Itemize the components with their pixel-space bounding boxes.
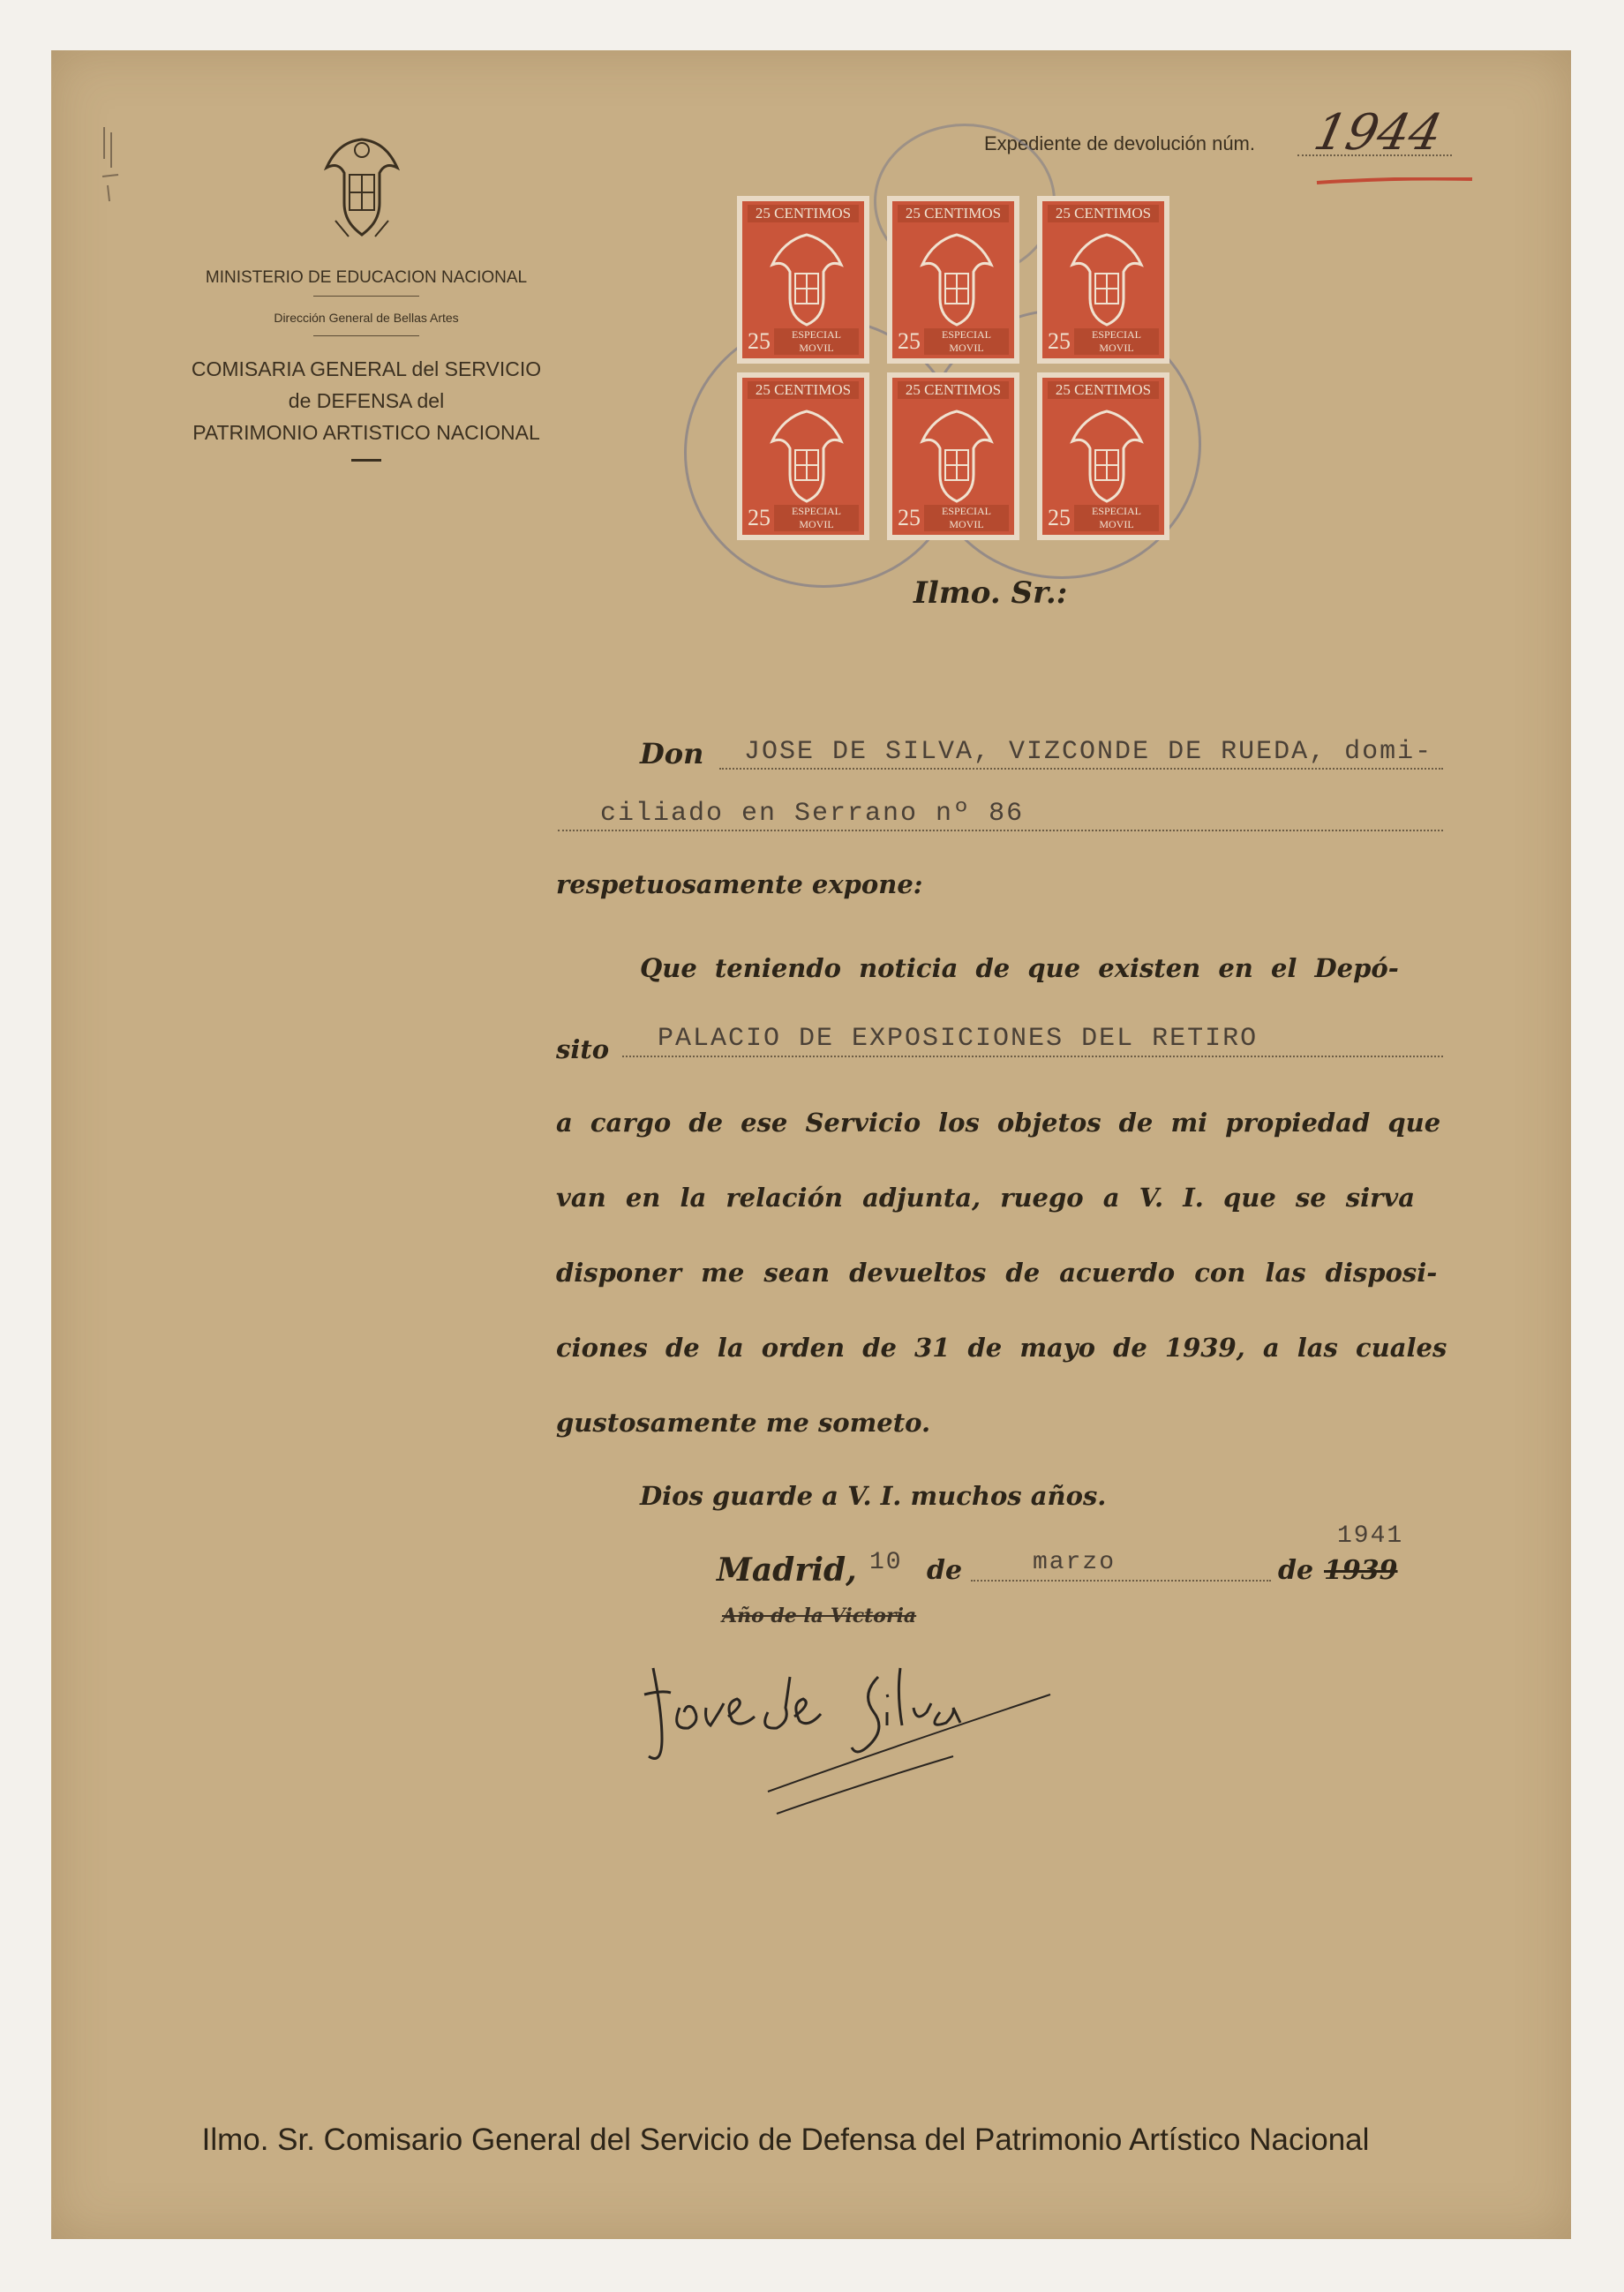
date-month: marzo [1033,1549,1116,1576]
divider [313,335,419,336]
expone-line: respetuosamente expone: [556,869,923,899]
closing-line: Dios guarde a V. I. muchos años. [640,1481,1107,1511]
stamp-value: 25 [1048,328,1071,354]
direction-name: Dirección General de Bellas Artes [274,311,459,325]
tax-stamp [737,372,869,540]
signature [635,1659,1059,1827]
stamp-top-text: 25 CENTIMOS [898,381,1009,399]
commissariat-line-3: PATRIMONIO ARTISTICO NACIONAL [192,421,540,444]
ministry-name: MINISTERIO DE EDUCACION NACIONAL [205,268,528,287]
file-number: 1944 [1309,104,1447,162]
divider [313,296,419,297]
eagle-emblem-icon [917,229,996,327]
divider [351,459,381,462]
tax-stamp [737,196,869,364]
institution-header [159,265,574,459]
date-de: de [1278,1555,1314,1586]
tax-stamp [887,372,1019,540]
letter-line: a cargo de ese Servicio los objetos de mi propiedad que [556,1108,1441,1138]
printed-year: 1939 [1324,1555,1398,1586]
stamp-value: 25 [898,328,921,354]
commissariat-line-1: COMISARIA GENERAL del SERVICIO [191,357,542,380]
eagle-emblem-icon [1067,229,1147,327]
coat-of-arms-icon [318,132,406,243]
stamp-value: 25 [898,505,921,530]
letter-line: ciones de la orden de 31 de mayo de 1939, a las cuales [556,1333,1447,1363]
dotted-line [719,768,1443,770]
typed-year: 1941 [1337,1522,1404,1550]
date-city: Madrid, [717,1552,857,1589]
stamp-bottom-text: ESPECIAL MOVIL [924,505,1009,531]
deposit-name: PALACIO DE EXPOSICIONES DEL RETIRO [658,1024,1259,1054]
salutation: Ilmo. Sr.: [914,575,1068,611]
dotted-line [971,1580,1271,1582]
stamp-value: 25 [748,505,771,530]
red-pencil-underline [1315,173,1474,178]
footer-addressee: Ilmo. Sr. Comisario General del Servicio de Defensa del Patrimonio Artístico Nacional [201,2123,1370,2157]
stamp-bottom-text: ESPECIAL MOVIL [774,328,859,355]
applicant-name: JOSE DE SILVA, VIZCONDE DE RUEDA, domi- [744,737,1433,767]
stamp-top-text: 25 CENTIMOS [748,381,859,399]
sito-label: sito [556,1034,610,1064]
eagle-emblem-icon [1067,406,1147,503]
commissariat-line-2: de DEFENSA del [288,389,445,412]
stamp-bottom-text: ESPECIAL MOVIL [1074,328,1159,355]
tax-stamp [1037,372,1169,540]
stamp-top-text: 25 CENTIMOS [898,205,1009,222]
eagle-emblem-icon [767,229,846,327]
stamp-top-text: 25 CENTIMOS [1048,381,1159,399]
stamp-top-text: 25 CENTIMOS [1048,205,1159,222]
dotted-line [622,1056,1443,1057]
stamp-bottom-text: ESPECIAL MOVIL [1074,505,1159,531]
stamp-value: 25 [748,328,771,354]
struck-era-text: Año de la Victoria [722,1604,917,1627]
file-number-label: Expediente de devolución núm. [984,132,1255,154]
letter-line: van en la relación adjunta, ruego a V. I. que se sirva [556,1183,1416,1213]
letter-line: Que teniendo noticia de que existen en el Depó- [640,953,1399,983]
dotted-line [558,830,1443,831]
don-label: Don [640,737,704,770]
letter-line: gustosamente me someto. [556,1408,931,1438]
date-day: 10 [869,1549,903,1576]
stamp-top-text: 25 CENTIMOS [748,205,859,222]
tax-stamp [887,196,1019,364]
stamp-bottom-text: ESPECIAL MOVIL [924,328,1009,355]
stamp-value: 25 [1048,505,1071,530]
eagle-emblem-icon [917,406,996,503]
tax-stamp [1037,196,1169,364]
eagle-emblem-icon [767,406,846,503]
letter-line: disponer me sean devueltos de acuerdo con las disposi- [556,1258,1438,1288]
applicant-address: ciliado en Serrano nº 86 [600,799,1025,829]
stamp-bottom-text: ESPECIAL MOVIL [774,505,859,531]
pencil-mark [99,124,124,203]
date-de: de [927,1555,963,1586]
